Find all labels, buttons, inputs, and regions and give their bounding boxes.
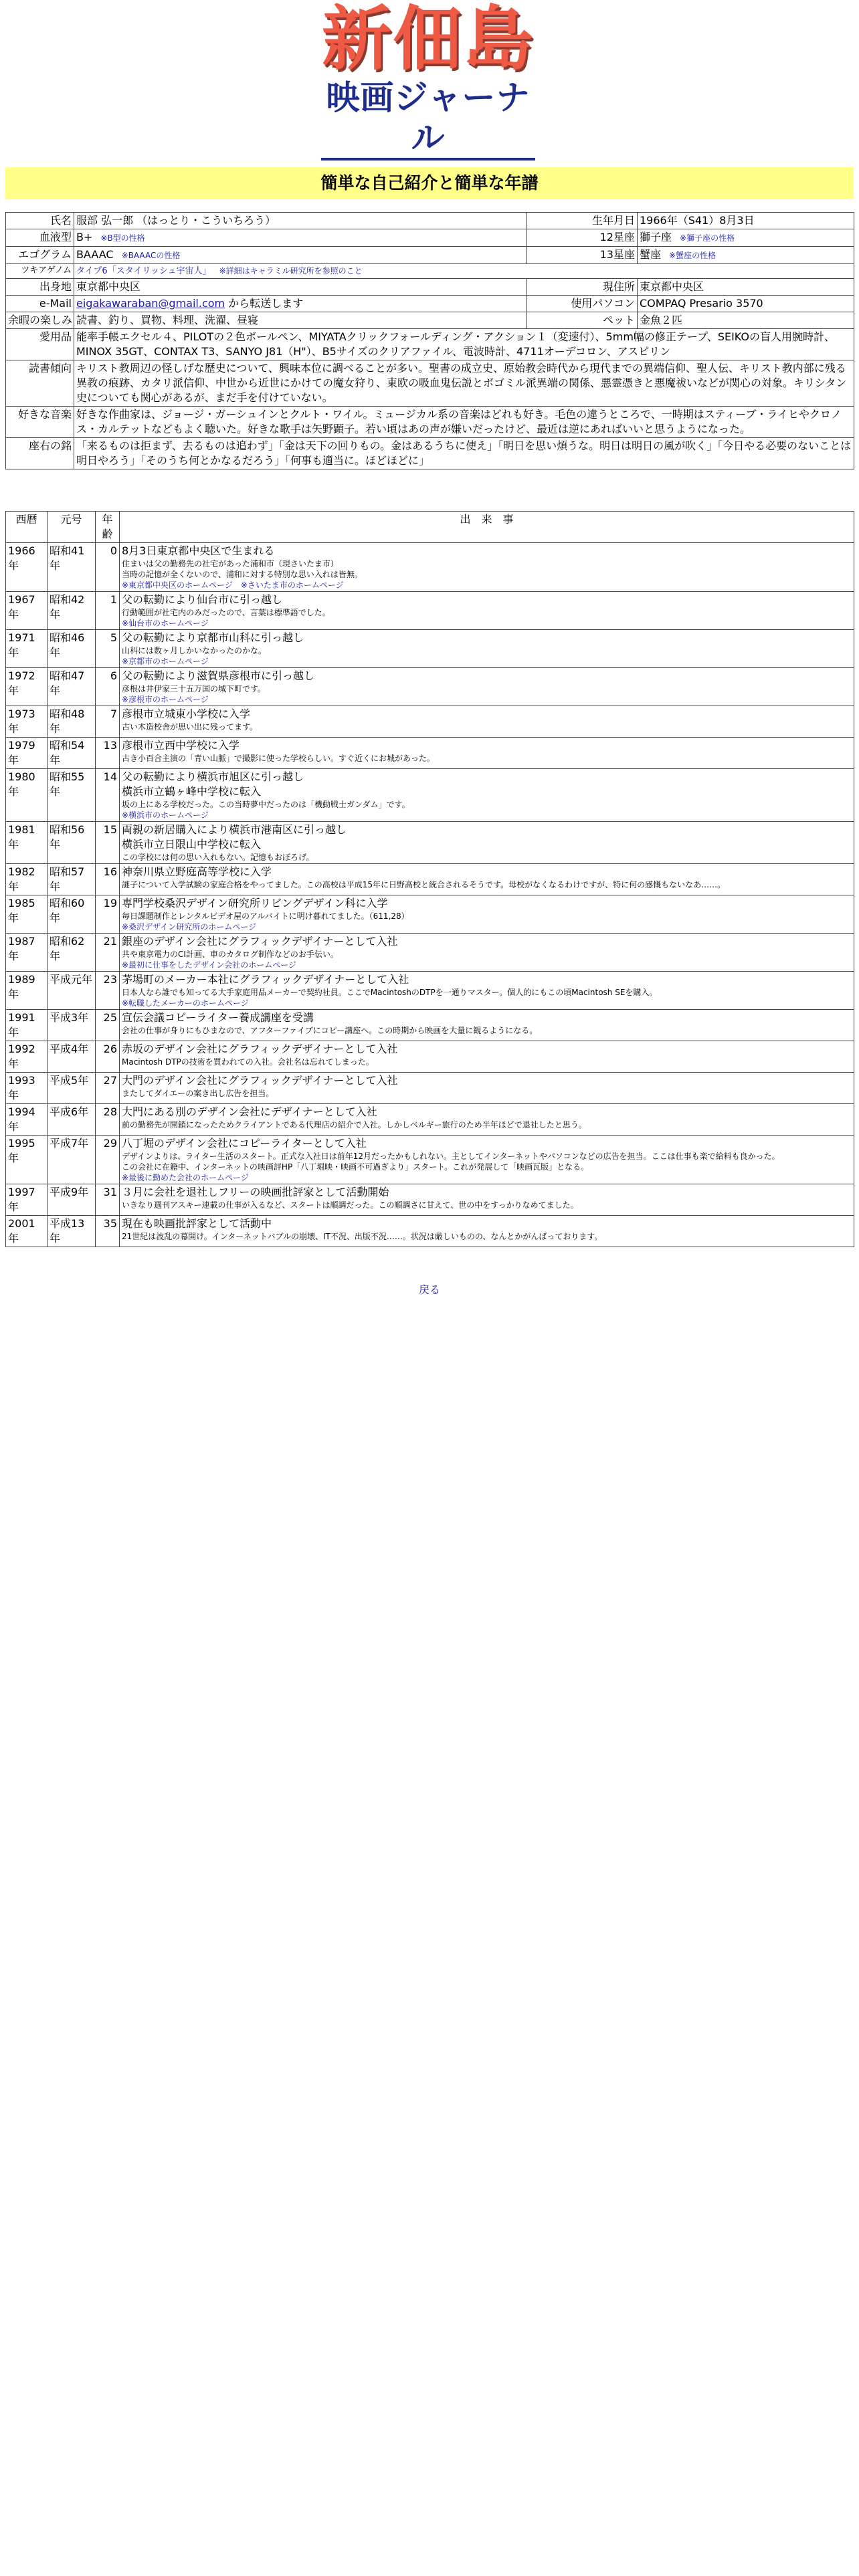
history-age: 13 <box>96 738 120 769</box>
history-era: 昭和62年 <box>47 934 96 972</box>
profile-row-items <box>6 329 854 360</box>
event-main-text: 赤坂のデザイン会社にグラフィックデザイナーとして入社 <box>122 1043 398 1055</box>
history-event <box>120 668 854 706</box>
history-year: 1987年 <box>6 934 47 972</box>
history-age: 6 <box>96 668 120 706</box>
event-links <box>122 656 852 667</box>
table-row <box>6 822 854 864</box>
history-year: 1991年 <box>6 1010 47 1041</box>
from-label: 出身地 <box>6 279 74 296</box>
table-row <box>6 769 854 822</box>
tsuki-cell <box>74 264 854 279</box>
blood-cell <box>74 229 527 247</box>
table-row <box>6 1216 854 1247</box>
event-links <box>122 694 852 705</box>
event-main-text: 現在も映画批評家として活動中 <box>122 1217 272 1230</box>
profile-row-reading <box>6 360 854 407</box>
history-era: 昭和60年 <box>47 895 96 934</box>
event-main-text: 8月3日東京都中央区で生まれる <box>122 544 275 557</box>
event-main-text: 横浜市立日限山中学校に転入 <box>122 838 262 851</box>
event-main-text: 両親の新居購入により横浜市港南区に引っ越し <box>122 823 347 836</box>
motto-label: 座右の銘 <box>6 438 74 469</box>
history-age: 0 <box>96 543 120 592</box>
back-link[interactable]: 戻る <box>418 1283 440 1296</box>
event-note: デザインよりは、ライター生活のスタート。正式な入社日は前年12月だったかもしれない。主としてインターネットやパソコンなどの広告を担当。ここは仕事も楽で給料も良かった。 <box>122 1152 780 1161</box>
history-event <box>120 738 854 769</box>
table-row <box>6 972 854 1010</box>
profile-row-name <box>6 213 854 229</box>
event-note: 彦根は井伊家三十五万国の城下町です。 <box>122 684 266 693</box>
history-year: 1979年 <box>6 738 47 769</box>
history-year: 2001年 <box>6 1216 47 1247</box>
history-era: 昭和42年 <box>47 592 96 630</box>
profile-row-music <box>6 407 854 438</box>
event-main-text: 父の転勤により横浜市旭区に引っ越し <box>122 770 304 783</box>
event-main-text: 父の転勤により京都市山科に引っ越し <box>122 631 304 644</box>
pet-value: 金魚２匹 <box>638 312 854 329</box>
history-era: 昭和47年 <box>47 668 96 706</box>
history-era: 昭和55年 <box>47 769 96 822</box>
profile-row-egogram <box>6 247 854 264</box>
event-link[interactable]: ※転職したメーカーのホームページ <box>122 998 249 1008</box>
event-main-text: 父の転勤により滋賀県彦根市に引っ越し <box>122 669 315 682</box>
event-note: この学校には何の思い入れもない。記憶もおぼろげ。 <box>122 853 314 862</box>
event-main-text: 専門学校桑沢デザイン研究所リビングデザイン科に入学 <box>122 897 388 909</box>
event-main-text: 大門にある別のデザイン会社にデザイナーとして入社 <box>122 1105 377 1118</box>
event-main-text: 茅場町のメーカー本社にグラフィックデザイナーとして入社 <box>122 973 409 986</box>
history-age: 25 <box>96 1010 120 1041</box>
history-event <box>120 895 854 934</box>
birth-value: 1966年（S41）8月3日 <box>638 213 854 229</box>
blood-label: 血液型 <box>6 229 74 247</box>
history-event <box>120 630 854 668</box>
table-row <box>6 738 854 769</box>
history-year: 1980年 <box>6 769 47 822</box>
tsuki-value[interactable]: タイプ6「スタイリッシュ宇宙人」 <box>76 266 211 276</box>
profile-row-hobby <box>6 312 854 329</box>
email-label: e-Mail <box>6 296 74 312</box>
egogram-link[interactable]: ※BAAACの性格 <box>121 251 181 260</box>
from-value: 東京都中央区 <box>74 279 527 296</box>
items-label: 愛用品 <box>6 329 74 360</box>
table-row <box>6 1010 854 1041</box>
history-event <box>120 1104 854 1136</box>
history-era: 平成元年 <box>47 972 96 1010</box>
history-event <box>120 592 854 630</box>
history-event <box>120 822 854 864</box>
zodiac12-label: 12星座 <box>527 229 638 247</box>
history-age: 7 <box>96 706 120 738</box>
event-links <box>122 1172 852 1183</box>
event-main-text: 彦根市立西中学校に入学 <box>122 739 240 752</box>
history-era: 昭和56年 <box>47 822 96 864</box>
history-age: 27 <box>96 1073 120 1104</box>
history-era: 平成4年 <box>47 1041 96 1073</box>
table-row <box>6 1184 854 1216</box>
history-event <box>120 972 854 1010</box>
event-link[interactable]: ※京都市のホームページ <box>122 657 209 666</box>
live-value: 東京都中央区 <box>638 279 854 296</box>
event-links <box>122 580 852 591</box>
logo-title: 新佃島 <box>321 0 535 80</box>
event-main-text: 神奈川県立野庭高等学校に入学 <box>122 865 272 878</box>
table-row <box>6 668 854 706</box>
egogram-cell <box>74 247 527 264</box>
event-link[interactable]: ※最初に仕事をしたデザイン会社のホームページ <box>122 960 296 970</box>
table-row <box>6 706 854 738</box>
history-table <box>5 511 854 1247</box>
history-year: 1982年 <box>6 864 47 895</box>
history-event <box>120 1136 854 1184</box>
zodiac12-cell <box>638 229 854 247</box>
history-event <box>120 1184 854 1216</box>
profile-row-tsuki <box>6 264 854 279</box>
name-label: 氏名 <box>6 213 74 229</box>
history-era: 昭和46年 <box>47 630 96 668</box>
profile-table <box>5 212 854 469</box>
zodiac12-value: 獅子座 <box>640 231 672 243</box>
history-age: 28 <box>96 1104 120 1136</box>
event-main-text: 父の転勤により仙台市に引っ越し <box>122 593 283 606</box>
history-age: 23 <box>96 972 120 1010</box>
history-year: 1992年 <box>6 1041 47 1073</box>
header-event: 出 来 事 <box>120 512 854 543</box>
event-note: またしてダイエーの案き出し広告を担当。 <box>122 1089 274 1098</box>
history-age: 16 <box>96 864 120 895</box>
history-event <box>120 1073 854 1104</box>
egogram-label: エゴグラム <box>6 247 74 264</box>
live-label: 現住所 <box>527 279 638 296</box>
event-link[interactable]: ※仙台市のホームページ <box>122 619 209 628</box>
logo-subtitle <box>314 78 542 160</box>
pet-label: ペット <box>527 312 638 329</box>
event-note: 当時の記憶が全くないので、浦和に対する特別な思い入れは皆無。 <box>122 570 363 579</box>
history-year: 1966年 <box>6 543 47 592</box>
history-event <box>120 1010 854 1041</box>
event-main-text: 宣伝会議コピーライター養成講座を受講 <box>122 1011 314 1024</box>
history-age: 35 <box>96 1216 120 1247</box>
event-note: 古い木造校舎が思い出に残ってます。 <box>122 722 258 732</box>
reading-value: キリスト教周辺の怪しげな歴史について、興味本位に調べることが多い。聖書の成立史、原始教会時代から現代までの異端信仰、聖人伝、キリスト教内部に残る異教の痕跡、カタリ派信仰、中世から近世にかけての魔女狩り、東欧の吸血鬼伝説とボゴミル派異端の関係、悪霊憑きと悪魔祓いなどが関心の対象。キリシタン史についても関心があるが、まだ手を付けていない。 <box>74 360 854 407</box>
history-event <box>120 1041 854 1073</box>
event-note: 謎子について入学試験の家庭合格をやってました。この高校は平成15年に日野高校と統合されるそうです。母校がなくなるわけですが、特に何の感慨もないなあ……。 <box>122 880 726 889</box>
event-main-text: 銀座のデザイン会社にグラフィックデザイナーとして入社 <box>122 935 398 948</box>
history-era: 平成3年 <box>47 1010 96 1041</box>
history-year: 1981年 <box>6 822 47 864</box>
profile-row-from <box>6 279 854 296</box>
event-links <box>122 998 852 1008</box>
egogram-value: BAAAC <box>76 248 114 261</box>
history-event <box>120 769 854 822</box>
history-age: 14 <box>96 769 120 822</box>
table-row <box>6 1104 854 1136</box>
items-value: 能率手帳エクセル４、PILOTの２色ボールペン、MIYATAクリックフォールディング・アクション１（変速付）、5mm幅の修正テープ、SEIKOの盲人用腕時計、MINOX 35GT、CONTAX T3、SANYO J81（H"）、B5サイズのクリアファイル、電波時計、4711オーデコロン、アスピリン <box>74 329 854 360</box>
event-main-text: 横浜市立鶴ヶ峰中学校に転入 <box>122 785 262 798</box>
event-note: 毎日課題制作とレンタルビデオ屋のアルバイトに明け暮れてました。（611,28） <box>122 911 409 921</box>
header-year: 西暦 <box>6 512 47 543</box>
logo-underline <box>321 158 535 160</box>
table-row <box>6 1041 854 1073</box>
music-label: 好きな音楽 <box>6 407 74 438</box>
zodiac13-value: 蟹座 <box>640 248 662 261</box>
history-header-row <box>6 512 854 543</box>
history-year: 1972年 <box>6 668 47 706</box>
event-note: 坂の上にある学校だった。この当時夢中だったのは「機動戦士ガンダム」です。 <box>122 800 410 809</box>
zodiac13-label: 13星座 <box>527 247 638 264</box>
event-links <box>122 618 852 629</box>
history-year: 1995年 <box>6 1136 47 1184</box>
table-row <box>6 864 854 895</box>
history-year: 1989年 <box>6 972 47 1010</box>
history-age: 19 <box>96 895 120 934</box>
table-row <box>6 1073 854 1104</box>
motto-value: 「来るものは拒まず、去るものは追わず」「金は天下の回りもの。金はあるうちに使え」「明日を思い煩うな。明日は明日の風が吹く」「今日やる必要のないことは明日やろう」「そのうち何とかなるだろう」「何事も適当に。ほどほどに」 <box>74 438 854 469</box>
event-note: 日本人なら誰でも知ってる大手家庭用品メーカーで契約社員。ここでMacintoshのDTPを一通りマスター。個人的にもこの頃Macintosh SEを購入。 <box>122 988 658 997</box>
reading-label: 読書傾向 <box>6 360 74 407</box>
history-era: 平成13年 <box>47 1216 96 1247</box>
zodiac12-link[interactable]: ※獅子座の性格 <box>680 233 735 243</box>
history-event <box>120 934 854 972</box>
history-era: 平成7年 <box>47 1136 96 1184</box>
profile-row-blood <box>6 229 854 247</box>
history-year: 1973年 <box>6 706 47 738</box>
history-event <box>120 706 854 738</box>
table-row <box>6 895 854 934</box>
history-age: 21 <box>96 934 120 972</box>
history-year: 1967年 <box>6 592 47 630</box>
hobby-value: 読書、釣り、買物、料理、洗濯、昼寝 <box>74 312 527 329</box>
history-year: 1993年 <box>6 1073 47 1104</box>
history-age: 5 <box>96 630 120 668</box>
event-links <box>122 960 852 970</box>
history-age: 31 <box>96 1184 120 1216</box>
history-era: 平成9年 <box>47 1184 96 1216</box>
history-era: 昭和57年 <box>47 864 96 895</box>
email-link[interactable]: eigakawaraban@gmail.com <box>76 297 225 310</box>
site-logo[interactable] <box>314 0 542 157</box>
history-event <box>120 864 854 895</box>
blood-value: B+ <box>76 231 93 243</box>
history-year: 1985年 <box>6 895 47 934</box>
table-row <box>6 1136 854 1184</box>
history-year: 1997年 <box>6 1184 47 1216</box>
history-era: 昭和54年 <box>47 738 96 769</box>
event-note: 前の勤務先が開鎖になったためクライアントである代理店の紹介で入社。しかしベルギー旅行のため半年ほどで退社したと思う。 <box>122 1120 587 1130</box>
event-note: 21世紀は波乱の幕開け。インターネットバブルの崩壊、IT不況、出版不況……。状況は厳しいものの、なんとかがんばっております。 <box>122 1232 603 1241</box>
event-note: 山科には数ヶ月しかいなかったのかな。 <box>122 646 267 655</box>
blood-type-link[interactable]: ※B型の性格 <box>100 233 145 243</box>
history-era: 平成5年 <box>47 1073 96 1104</box>
music-value: 好きな作曲家は、ジョージ・ガーシュインとクルト・ワイル。ミュージカル系の音楽はどれも好き。毛色の違うところで、一時期はスティーブ・ライヒやクロノス・カルテットなどもよく聴いた。好きな歌手は矢野顕子。若い頃はあの声が嫌いだったけど、最近は逆にあればいいと思うようになった。 <box>74 407 854 438</box>
zodiac13-cell <box>638 247 854 264</box>
table-row <box>6 592 854 630</box>
history-year: 1994年 <box>6 1104 47 1136</box>
header-age: 年齢 <box>96 512 120 543</box>
event-note: 会社の仕事が身りにもひまなので、アフターファイブにコピー講座へ。この時期から映画を大量に観るようになる。 <box>122 1026 538 1035</box>
event-note: いきなり週刊アスキー連載の仕事が入るなど、スタートは順調だった。この順調さに甘えて、世の中をすっかりなめてました。 <box>122 1200 579 1210</box>
history-event <box>120 543 854 592</box>
history-era: 昭和48年 <box>47 706 96 738</box>
event-note: この会社に在籍中、インターネットの映画評HP「八丁堀映・映画不可過ぎより」スタート。これが発展して「映画瓦版」となる。 <box>122 1162 589 1172</box>
tsuki-label: ツキアゲノム <box>6 264 74 279</box>
event-link[interactable]: ※さいたま市のホームページ <box>240 580 344 590</box>
event-main-text: 大門のデザイン会社にグラフィックデザイナーとして入社 <box>122 1074 398 1087</box>
event-note: Macintosh DTPの技術を買われての入社。会社名は忘れてしまった。 <box>122 1057 374 1067</box>
event-link[interactable]: ※彦根市のホームページ <box>122 695 209 704</box>
event-links <box>122 810 852 821</box>
table-row <box>6 630 854 668</box>
email-suffix: から転送します <box>225 297 304 310</box>
event-link[interactable]: ※東京都中央区のホームページ <box>122 580 233 590</box>
event-main-text: 彦根市立城東小学校に入学 <box>122 708 251 720</box>
profile-row-email <box>6 296 854 312</box>
tsuki-link[interactable]: ※詳細はキャラミル研究所を参照のこと <box>219 266 363 276</box>
event-main-text: ３月に会社を退社しフリーの映画批評家として活動開始 <box>122 1186 389 1198</box>
name-value: 服部 弘一郎 （はっとり・こういちろう） <box>74 213 527 229</box>
event-note: 古き小百合主演の「青い山脈」で撮影に使った学校らしい。すぐ近くにお城があった。 <box>122 754 435 763</box>
event-links <box>122 922 852 932</box>
table-row <box>6 934 854 972</box>
pc-value: COMPAQ Presario 3570 <box>638 296 854 312</box>
event-note: 行動範囲が社宅内のみだったので、言葉は標準語でした。 <box>122 608 330 617</box>
event-note: 共や東京電力のCI計画、車のカタログ制作などのお手伝い。 <box>122 950 339 959</box>
history-age: 1 <box>96 592 120 630</box>
history-age: 26 <box>96 1041 120 1073</box>
history-event <box>120 1216 854 1247</box>
email-cell <box>74 296 527 312</box>
table-row <box>6 543 854 592</box>
event-link[interactable]: ※横浜市のホームページ <box>122 811 209 820</box>
event-link[interactable]: ※最後に勤めた会社のホームページ <box>122 1173 249 1182</box>
zodiac13-link[interactable]: ※蟹座の性格 <box>669 251 717 260</box>
event-link[interactable]: ※桑沢デザイン研究所のホームページ <box>122 922 256 932</box>
logo-subtitle-text: 映画ジャーナル <box>326 78 531 157</box>
header-era: 元号 <box>47 512 96 543</box>
history-age: 15 <box>96 822 120 864</box>
birth-label: 生年月日 <box>527 213 638 229</box>
event-note: 住まいは父の勤務先の社宅があった浦和市（現さいたま市） <box>122 559 339 568</box>
page-title: 簡単な自己紹介と簡単な年譜 <box>5 167 854 199</box>
history-era: 平成6年 <box>47 1104 96 1136</box>
hobby-label: 余暇の楽しみ <box>6 312 74 329</box>
history-year: 1971年 <box>6 630 47 668</box>
pc-label: 使用パソコン <box>527 296 638 312</box>
history-era: 昭和41年 <box>47 543 96 592</box>
profile-row-motto <box>6 438 854 469</box>
history-age: 29 <box>96 1136 120 1184</box>
event-main-text: 八丁堀のデザイン会社にコピーライターとして入社 <box>122 1137 367 1150</box>
history-body <box>6 543 854 1247</box>
